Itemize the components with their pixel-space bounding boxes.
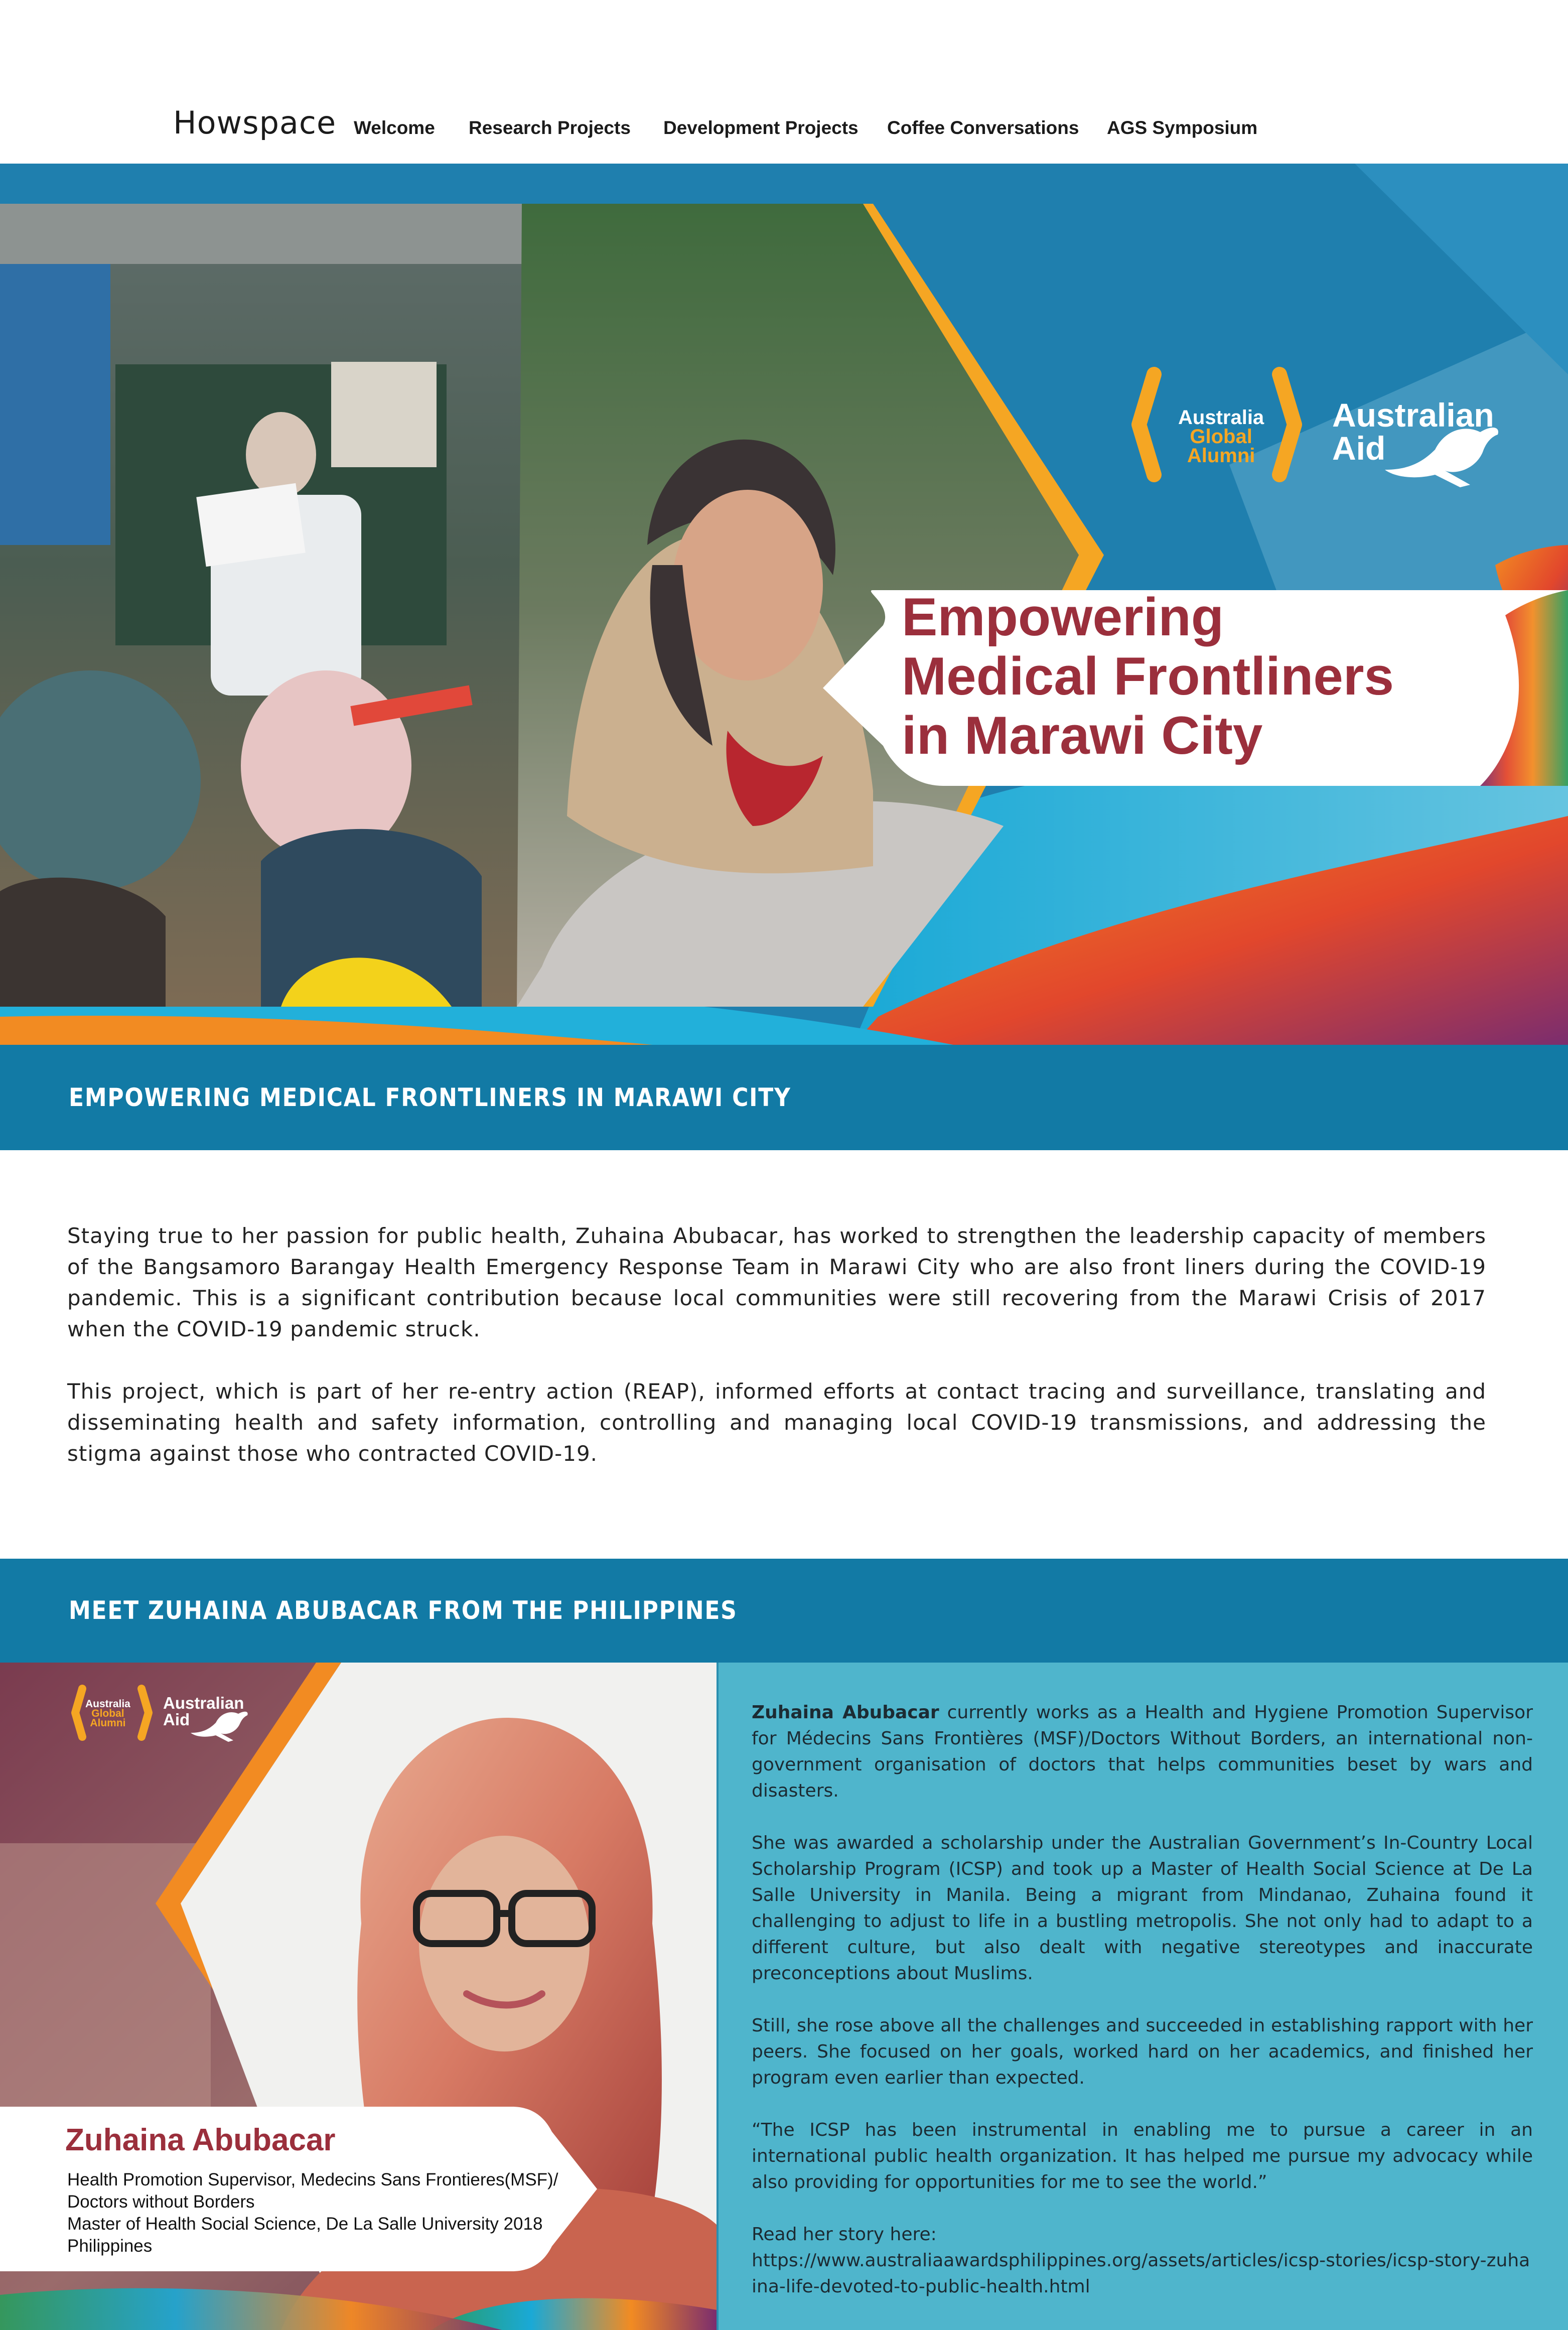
nav-link-ags-symposium[interactable]: AGS Symposium [1107,117,1258,138]
bio-quote: “The ICSP has been instrumental in enabling me to pursue a career in an international public health organization. It has helped me pursue my advocacy while also providing for opportunities for me to see the world.” [752,2120,1533,2192]
profile-detail-org: Doctors without Borders [67,2192,255,2212]
profile-detail-degree: Master of Health Social Science, De La Salle University 2018 [67,2214,543,2234]
hero-title-line-2: Medical Frontliners [902,646,1394,706]
bio-paragraph-2: She was awarded a scholarship under the Australian Government’s In-Country Local Scholarship Program (ICSP) and took up a Master of Health Social Science at De La Salle University in Manila. Being a migrant from Mindanao, Zuhaina found it challenging to adjust to life in a bustling metropolis. She not only had to adapt to a different culture, but also dealt with negative stereotypes and inaccurate preconceptions about Muslims. [752,1833,1533,1984]
section-title-project: EMPOWERING MEDICAL FRONTLINERS IN MARAWI CITY [69,1083,791,1112]
nav-link-research-projects[interactable]: Research Projects [469,117,631,138]
profile-detail-country: Philippines [67,2236,153,2256]
read-more-link[interactable]: https://www.australiaawardsphilippines.org/assets/articles/icsp-stories/icsp-story-zuhaina-life-devoted-to-public-health.html [752,2250,1530,2297]
read-more-label: Read her story here: [752,2224,937,2245]
small-logo-text-aid: Aid [163,1710,190,1729]
hero-title-line-1: Empowering [902,587,1224,647]
small-australian-aid-logo [163,1695,244,1728]
bio-paragraph-1 [752,1700,1533,1804]
australian-aid-logo [1332,398,1494,465]
bio-paragraph-3: Still, she rose above all the challenges and succeeded in establishing rapport with her peers. She focused on her goals, worked hard on her academics, and finished her program even earlier than expected. [752,2015,1533,2088]
logo-text-global: Global [1190,426,1252,448]
section-header-project [0,1045,1568,1150]
logo-text-aid: Aid [1332,430,1386,467]
logo-text-australia: Australia [1178,406,1264,429]
nav-link-welcome[interactable]: Welcome [354,117,435,138]
small-logo-text-australia: Australia [85,1698,130,1710]
logo-text-alumni: Alumni [1187,445,1255,467]
small-logo-text-global: Global [91,1708,124,1719]
article-paragraph-2: This project, which is part of her re-entry action (REAP), informed efforts at contact tracing and surveillance, translating and disseminating health and safety information, controlling and managing local COVID-19 transmissions, and addressing the stigma against those who contracted COVID-19. [67,1379,1486,1466]
section-header-meet [0,1559,1568,1663]
small-logo-text-australian: Australian [163,1694,244,1712]
project-article [67,1220,1486,1500]
bio-paragraph-1-text: currently works as a Health and Hygiene Promotion Supervisor for Médecins Sans Frontières (MSF)/Doctors Without Borders, an international non-government organisation of doctors that helps communities beset by wars and disasters. [752,1702,1533,1801]
article-paragraph-1: Staying true to her passion for public health, Zuhaina Abubacar, has worked to strengthen the leadership capacity of members of the Bangsamoro Barangay Health Emergency Response Team in Marawi City who are also front liners during the COVID-19 pandemic. This is a significant contribution because local communities were still recovering from the Marawi Crisis of 2017 when the COVID-19 pandemic struck. [67,1223,1486,1341]
profile-bio-panel [717,1663,1568,2330]
hero-title-line-3: in Marawi City [902,705,1263,765]
profile-details [67,2169,594,2257]
profile-bio [752,1700,1533,2300]
top-navigation [0,0,1568,164]
hero-title [902,587,1394,765]
profile-name: Zuhaina Abubacar [65,2123,336,2157]
howspace-logo[interactable]: Howspace [173,104,337,141]
profile-detail-role: Health Promotion Supervisor, Medecins Sans Frontieres(MSF)/ [67,2170,558,2189]
small-global-alumni-logo [85,1699,130,1728]
nav-link-coffee-conversations[interactable]: Coffee Conversations [887,117,1079,138]
logo-text-australian: Australian [1332,396,1494,434]
nav-link-development-projects[interactable]: Development Projects [663,117,859,138]
australia-global-alumni-logo [1178,408,1264,465]
bio-lead-name: Zuhaina Abubacar [752,1702,939,1723]
small-logo-text-alumni: Alumni [90,1717,126,1729]
section-title-meet: MEET ZUHAINA ABUBACAR FROM THE PHILIPPINES [69,1596,738,1625]
